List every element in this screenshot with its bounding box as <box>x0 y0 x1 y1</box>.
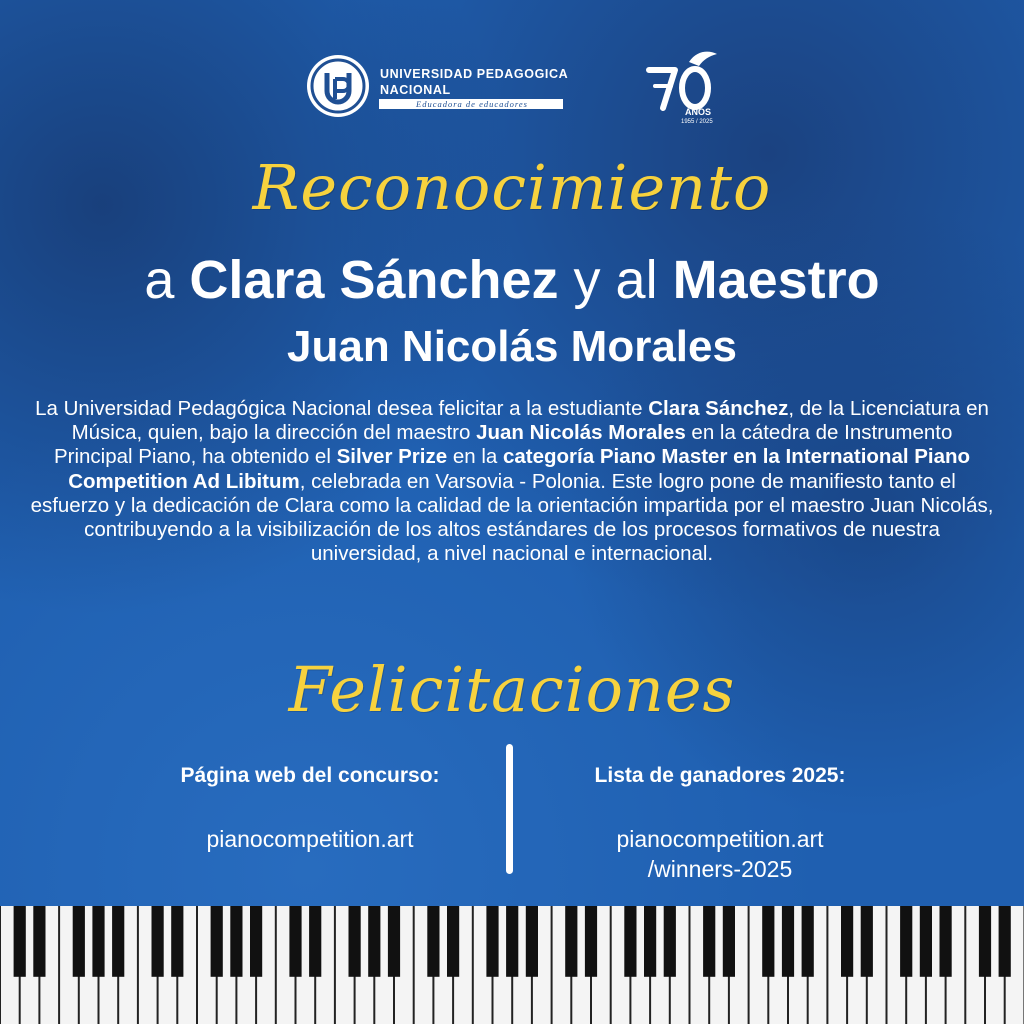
headline-line1 <box>0 245 1024 315</box>
body-text-4: en la <box>447 445 503 469</box>
black-key <box>782 906 794 977</box>
winners-link-line2: /winners-2025 <box>647 856 793 882</box>
competition-website-label: Página web del concurso: <box>180 764 440 787</box>
black-key <box>644 906 656 977</box>
body-text-2: , de la Licenciatura en Música, quien, bajo la dirección del maestro <box>71 397 989 445</box>
headline-student-name: Clara Sánchez <box>189 250 559 310</box>
university-name <box>380 66 568 98</box>
university-motto: Educadora de educadores <box>416 99 528 109</box>
piano-keyboard <box>0 906 1024 1024</box>
black-key <box>526 906 538 977</box>
body-text-5: , celebrada en Varsovia - Polonia. Este logro pone de manifiesto tanto el esfuerzo y la dedicación de Clara como la calidad de la orientación impartida por el maestro Juan Nicolás, contribuyendo a la visibilización de los altos estándares de los procesos formativos de nuestra universidad, a nivel nacional e internacional. <box>30 469 994 566</box>
anniversary-years-text: AÑOS <box>685 107 712 117</box>
black-key <box>585 906 597 977</box>
black-key <box>447 906 459 977</box>
competition-website-link[interactable]: pianocompetition.art <box>206 826 414 852</box>
black-key <box>230 906 242 977</box>
black-key <box>486 906 498 977</box>
black-key <box>368 906 380 977</box>
black-key <box>703 906 715 977</box>
body-bold-2: Juan Nicolás Morales <box>476 421 686 445</box>
black-key <box>861 906 873 977</box>
black-key <box>999 906 1011 977</box>
body-text-3: en la cátedra de Instrumento Principal Piano, ha obtenido el <box>53 421 953 469</box>
winners-list-link[interactable] <box>530 824 910 884</box>
anniversary-70-logo <box>645 48 725 124</box>
black-key <box>250 906 262 977</box>
black-key <box>920 906 932 977</box>
unp-seal-icon <box>305 53 371 119</box>
black-key <box>349 906 361 977</box>
black-key <box>171 906 183 977</box>
university-name-line1: UNIVERSIDAD PEDAGOGICA <box>380 67 569 81</box>
black-key <box>624 906 636 977</box>
black-key <box>762 906 774 977</box>
black-key <box>979 906 991 977</box>
black-key <box>388 906 400 977</box>
black-key <box>940 906 952 977</box>
black-key <box>152 906 164 977</box>
headline-maestro: Maestro <box>672 250 880 310</box>
body-bold-3: Silver Prize <box>336 445 448 469</box>
black-key <box>309 906 321 977</box>
black-key <box>289 906 301 977</box>
black-key <box>73 906 85 977</box>
black-key <box>112 906 124 977</box>
black-key <box>900 906 912 977</box>
column-divider <box>506 744 513 874</box>
winners-link-line1: pianocompetition.art <box>616 826 824 852</box>
black-key <box>841 906 853 977</box>
black-key <box>211 906 223 977</box>
headline-a: a <box>144 250 190 310</box>
body-paragraph <box>30 397 994 566</box>
felicitaciones-title: Felicitaciones <box>288 653 736 726</box>
black-key <box>92 906 104 977</box>
university-name-line2: NACIONAL <box>380 83 451 97</box>
reconocimiento-title: Reconocimiento <box>252 151 772 224</box>
black-key <box>427 906 439 977</box>
black-key <box>802 906 814 977</box>
black-key <box>565 906 577 977</box>
winners-list-label: Lista de ganadores 2025: <box>594 764 846 787</box>
black-key <box>14 906 26 977</box>
body-text-1: La Universidad Pedagógica Nacional desea felicitar a la estudiante <box>35 397 649 420</box>
black-key <box>664 906 676 977</box>
headline-y: y al <box>558 250 673 310</box>
body-bold-4: categoría Piano Master en la International Piano Competition Ad Libitum <box>68 445 971 493</box>
headline-teacher-name: Juan Nicolás Morales <box>287 322 737 371</box>
anniversary-range-text: 1955 / 2025 <box>681 119 713 124</box>
black-key <box>723 906 735 977</box>
black-key <box>33 906 45 977</box>
body-bold-1: Clara Sánchez <box>648 397 789 420</box>
black-key <box>506 906 518 977</box>
